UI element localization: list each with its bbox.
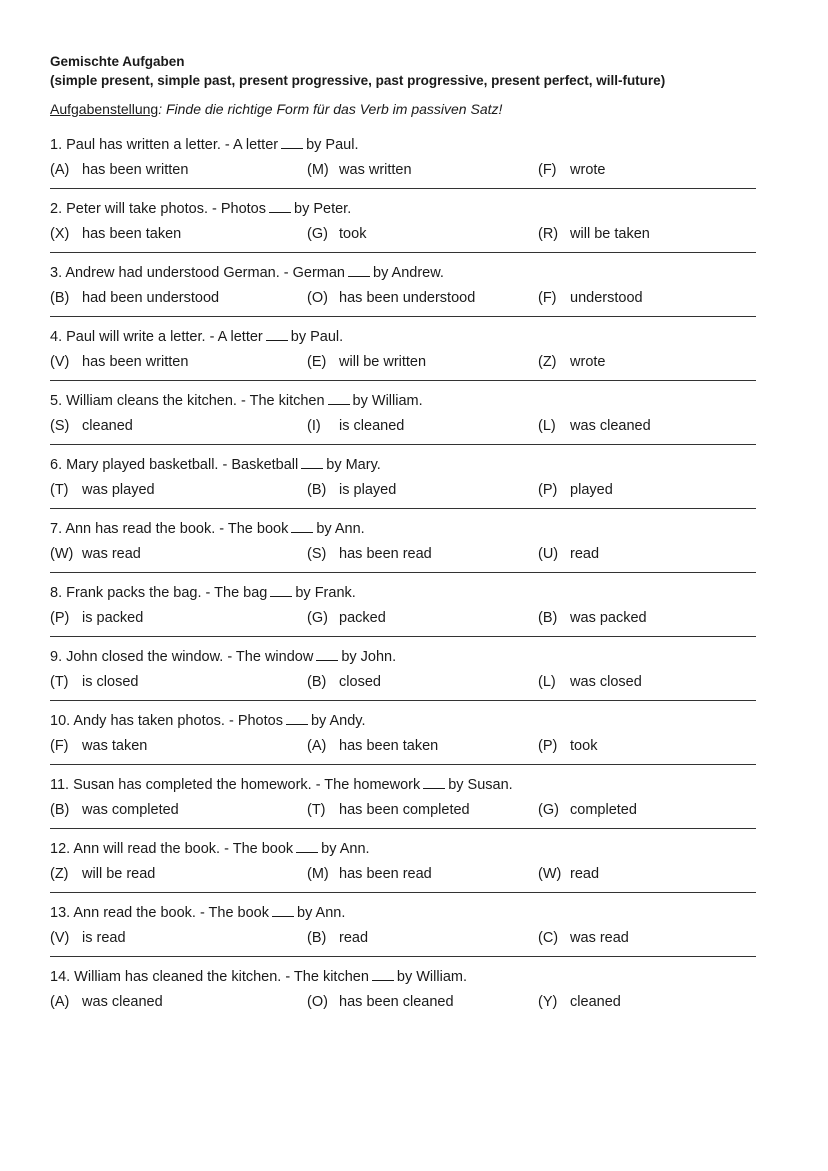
option-letter: (B) — [50, 290, 70, 306]
answer-options — [50, 540, 756, 570]
question-item — [50, 710, 756, 774]
option-text: is packed — [82, 610, 144, 626]
option-letter: (B) — [307, 930, 327, 946]
answer-option — [307, 480, 396, 500]
answer-option — [307, 224, 366, 244]
answer-options — [50, 668, 756, 698]
answer-option — [50, 928, 126, 948]
option-text: has been understood — [339, 290, 476, 306]
question-agent: by Andrew. — [373, 265, 444, 281]
option-text: wrote — [570, 162, 606, 178]
option-letter: (M) — [307, 162, 329, 178]
option-text: is read — [82, 930, 126, 946]
answer-option — [538, 800, 637, 820]
option-text: took — [339, 226, 367, 242]
option-letter: (A) — [50, 162, 70, 178]
answer-option — [538, 160, 606, 180]
option-text: was read — [82, 546, 141, 562]
question-prompt: 12. Ann will read the book. - The book — [50, 841, 294, 857]
option-letter: (F) — [538, 290, 557, 306]
answer-blank — [372, 968, 394, 981]
answer-options — [50, 604, 756, 634]
option-letter: (T) — [307, 802, 326, 818]
option-letter: (S) — [50, 418, 70, 434]
question-agent: by John. — [341, 649, 397, 665]
answer-options — [50, 732, 756, 762]
question-sentence — [50, 902, 345, 924]
answer-blank — [328, 392, 350, 405]
answer-option — [50, 480, 155, 500]
divider-line — [50, 188, 756, 189]
option-letter: (A) — [307, 738, 327, 754]
option-letter: (T) — [50, 482, 69, 498]
answer-blank — [266, 328, 288, 341]
question-sentence — [50, 582, 356, 604]
question-agent: by Paul. — [290, 329, 344, 345]
worksheet-subtitle: (simple present, simple past, present progressive, past progressive, present perfect, will-future) — [50, 73, 666, 88]
question-agent: by Ann. — [297, 905, 346, 921]
question-prompt: 8. Frank packs the bag. - The bag — [50, 585, 268, 601]
answer-option — [50, 544, 141, 564]
option-text: will be written — [339, 354, 427, 370]
option-text: has been cleaned — [339, 994, 454, 1010]
option-text: cleaned — [570, 994, 621, 1010]
question-prompt: 10. Andy has taken photos. - Photos — [50, 713, 283, 729]
option-letter: (P) — [538, 738, 558, 754]
option-letter: (L) — [538, 418, 556, 434]
option-letter: (S) — [307, 546, 327, 562]
answer-options — [50, 348, 756, 378]
option-text: has been written — [82, 354, 189, 370]
option-text: will be taken — [570, 226, 650, 242]
question-agent: by Susan. — [448, 777, 513, 793]
divider-line — [50, 828, 756, 829]
option-letter: (B) — [307, 674, 327, 690]
option-text: is cleaned — [339, 418, 405, 434]
answer-option — [538, 416, 651, 436]
answer-option — [307, 160, 412, 180]
divider-line — [50, 636, 756, 637]
option-letter: (R) — [538, 226, 559, 242]
option-letter: (B) — [50, 802, 70, 818]
question-agent: by Ann. — [316, 521, 365, 537]
answer-blank — [270, 584, 292, 597]
option-text: was written — [339, 162, 412, 178]
option-text: is played — [339, 482, 397, 498]
question-item — [50, 966, 756, 1030]
question-item — [50, 390, 756, 454]
question-sentence — [50, 774, 513, 796]
option-letter: (W) — [538, 866, 562, 882]
question-sentence — [50, 262, 444, 284]
option-letter: (Y) — [538, 994, 558, 1010]
option-text: has been completed — [339, 802, 470, 818]
question-prompt: 9. John closed the window. - The window — [50, 649, 314, 665]
option-text: completed — [570, 802, 637, 818]
worksheet — [50, 52, 756, 1030]
answer-option — [50, 160, 188, 180]
question-sentence — [50, 134, 359, 156]
divider-line — [50, 252, 756, 253]
divider-line — [50, 508, 756, 509]
option-text: was read — [570, 930, 629, 946]
option-text: has been taken — [82, 226, 182, 242]
option-text: packed — [339, 610, 386, 626]
option-text: had been understood — [82, 290, 220, 306]
question-prompt: 14. William has cleaned the kitchen. - The kitchen — [50, 969, 369, 985]
question-prompt: 3. Andrew had understood German. - German — [50, 265, 345, 281]
option-text: was closed — [570, 674, 642, 690]
option-letter: (G) — [538, 802, 559, 818]
option-text: was cleaned — [82, 994, 163, 1010]
option-letter: (P) — [538, 482, 558, 498]
answer-blank — [348, 264, 370, 277]
option-letter: (E) — [307, 354, 327, 370]
option-text: has been read — [339, 546, 432, 562]
answer-blank — [291, 520, 313, 533]
question-sentence — [50, 966, 467, 988]
question-item — [50, 774, 756, 838]
question-sentence — [50, 518, 365, 540]
answer-option — [538, 864, 599, 884]
answer-option — [307, 736, 438, 756]
option-text: was taken — [82, 738, 148, 754]
question-item — [50, 838, 756, 902]
answer-options — [50, 412, 756, 442]
answer-option — [538, 480, 613, 500]
option-letter: (L) — [538, 674, 556, 690]
question-item — [50, 646, 756, 710]
answer-blank — [269, 200, 291, 213]
answer-option — [538, 544, 599, 564]
option-letter: (F) — [50, 738, 69, 754]
answer-blank — [286, 712, 308, 725]
option-text: was cleaned — [570, 418, 651, 434]
question-agent: by William. — [396, 969, 467, 985]
worksheet-title: Gemischte Aufgaben — [50, 54, 185, 69]
question-item — [50, 326, 756, 390]
option-text: closed — [339, 674, 381, 690]
question-prompt: 6. Mary played basketball. - Basketball — [50, 457, 299, 473]
answer-blank — [316, 648, 338, 661]
answer-option — [538, 928, 629, 948]
question-sentence — [50, 326, 343, 348]
answer-options — [50, 284, 756, 314]
option-text: read — [570, 546, 600, 562]
question-prompt: 13. Ann read the book. - The book — [50, 905, 270, 921]
answer-option — [50, 736, 147, 756]
question-item — [50, 518, 756, 582]
divider-line — [50, 956, 756, 957]
answer-option — [538, 224, 650, 244]
answer-option — [50, 416, 133, 436]
question-list — [50, 134, 756, 1030]
question-prompt: 5. William cleans the kitchen. - The kitchen — [50, 393, 325, 409]
option-letter: (V) — [50, 354, 70, 370]
option-text: was played — [82, 482, 155, 498]
option-letter: (Z) — [538, 354, 557, 370]
divider-line — [50, 380, 756, 381]
answer-blank — [272, 904, 294, 917]
answer-blank — [281, 136, 303, 149]
answer-options — [50, 860, 756, 890]
question-item — [50, 582, 756, 646]
option-letter: (V) — [50, 930, 70, 946]
answer-option — [538, 672, 642, 692]
divider-line — [50, 316, 756, 317]
answer-option — [50, 672, 138, 692]
divider-line — [50, 444, 756, 445]
question-item — [50, 262, 756, 326]
answer-options — [50, 220, 756, 250]
question-item — [50, 198, 756, 262]
answer-blank — [296, 840, 318, 853]
question-prompt: 1. Paul has written a letter. - A letter — [50, 137, 279, 153]
task-label: Aufgabenstellung — [50, 101, 159, 117]
divider-line — [50, 572, 756, 573]
question-agent: by Andy. — [310, 713, 366, 729]
question-sentence — [50, 390, 423, 412]
option-letter: (P) — [50, 610, 70, 626]
question-prompt: 4. Paul will write a letter. - A letter — [50, 329, 263, 345]
option-letter: (A) — [50, 994, 70, 1010]
question-sentence — [50, 838, 370, 860]
answer-options — [50, 476, 756, 506]
answer-option — [307, 352, 426, 372]
question-sentence — [50, 454, 381, 476]
question-agent: by Ann. — [321, 841, 370, 857]
task-text: : Finde die richtige Form für das Verb im passiven Satz! — [158, 101, 503, 117]
option-text: read — [339, 930, 369, 946]
option-letter: (I) — [307, 418, 321, 434]
option-letter: (G) — [307, 610, 328, 626]
option-letter: (G) — [307, 226, 328, 242]
question-sentence — [50, 710, 366, 732]
option-text: played — [570, 482, 613, 498]
question-agent: by William. — [352, 393, 423, 409]
question-agent: by Mary. — [326, 457, 381, 473]
answer-blank — [301, 456, 323, 469]
answer-option — [50, 288, 219, 308]
option-letter: (B) — [538, 610, 558, 626]
option-text: has been read — [339, 866, 432, 882]
option-letter: (B) — [307, 482, 327, 498]
answer-option — [50, 992, 163, 1012]
answer-option — [307, 992, 454, 1012]
option-letter: (O) — [307, 994, 328, 1010]
option-text: is closed — [82, 674, 139, 690]
answer-options — [50, 924, 756, 954]
answer-option — [307, 928, 368, 948]
option-text: has been taken — [339, 738, 439, 754]
question-item — [50, 902, 756, 966]
option-text: read — [570, 866, 600, 882]
option-letter: (F) — [538, 162, 557, 178]
divider-line — [50, 764, 756, 765]
question-prompt: 7. Ann has read the book. - The book — [50, 521, 289, 537]
question-prompt: 11. Susan has completed the homework. - The homework — [50, 777, 421, 793]
option-text: cleaned — [82, 418, 133, 434]
option-letter: (C) — [538, 930, 559, 946]
question-agent: by Paul. — [306, 137, 359, 153]
answer-option — [50, 608, 143, 628]
divider-line — [50, 892, 756, 893]
option-text: understood — [570, 290, 643, 306]
answer-options — [50, 796, 756, 826]
answer-option — [307, 416, 404, 436]
answer-option — [538, 352, 606, 372]
answer-options — [50, 156, 756, 186]
answer-option — [50, 224, 181, 244]
question-sentence — [50, 646, 396, 668]
question-item — [50, 134, 756, 198]
answer-option — [307, 288, 475, 308]
answer-option — [307, 544, 432, 564]
option-text: has been written — [82, 162, 189, 178]
option-letter: (W) — [50, 546, 74, 562]
question-agent: by Frank. — [295, 585, 356, 601]
option-letter: (O) — [307, 290, 328, 306]
question-agent: by Peter. — [294, 201, 352, 217]
option-text: wrote — [570, 354, 606, 370]
question-item — [50, 454, 756, 518]
answer-option — [50, 352, 188, 372]
question-prompt: 2. Peter will take photos. - Photos — [50, 201, 266, 217]
answer-option — [538, 608, 647, 628]
option-text: will be read — [82, 866, 156, 882]
answer-option — [307, 864, 432, 884]
answer-option — [307, 608, 386, 628]
answer-option — [538, 992, 621, 1012]
option-text: took — [570, 738, 598, 754]
answer-option — [50, 864, 155, 884]
divider-line — [50, 700, 756, 701]
option-text: was packed — [570, 610, 647, 626]
answer-option — [50, 800, 179, 820]
option-text: was completed — [82, 802, 179, 818]
answer-blank — [423, 776, 445, 789]
option-letter: (U) — [538, 546, 559, 562]
answer-option — [538, 736, 597, 756]
option-letter: (X) — [50, 226, 70, 242]
answer-option — [307, 800, 470, 820]
task-instruction — [50, 99, 756, 119]
answer-option — [307, 672, 381, 692]
option-letter: (M) — [307, 866, 329, 882]
answer-option — [538, 288, 643, 308]
question-sentence — [50, 198, 351, 220]
answer-options — [50, 988, 756, 1018]
option-letter: (Z) — [50, 866, 69, 882]
option-letter: (T) — [50, 674, 69, 690]
